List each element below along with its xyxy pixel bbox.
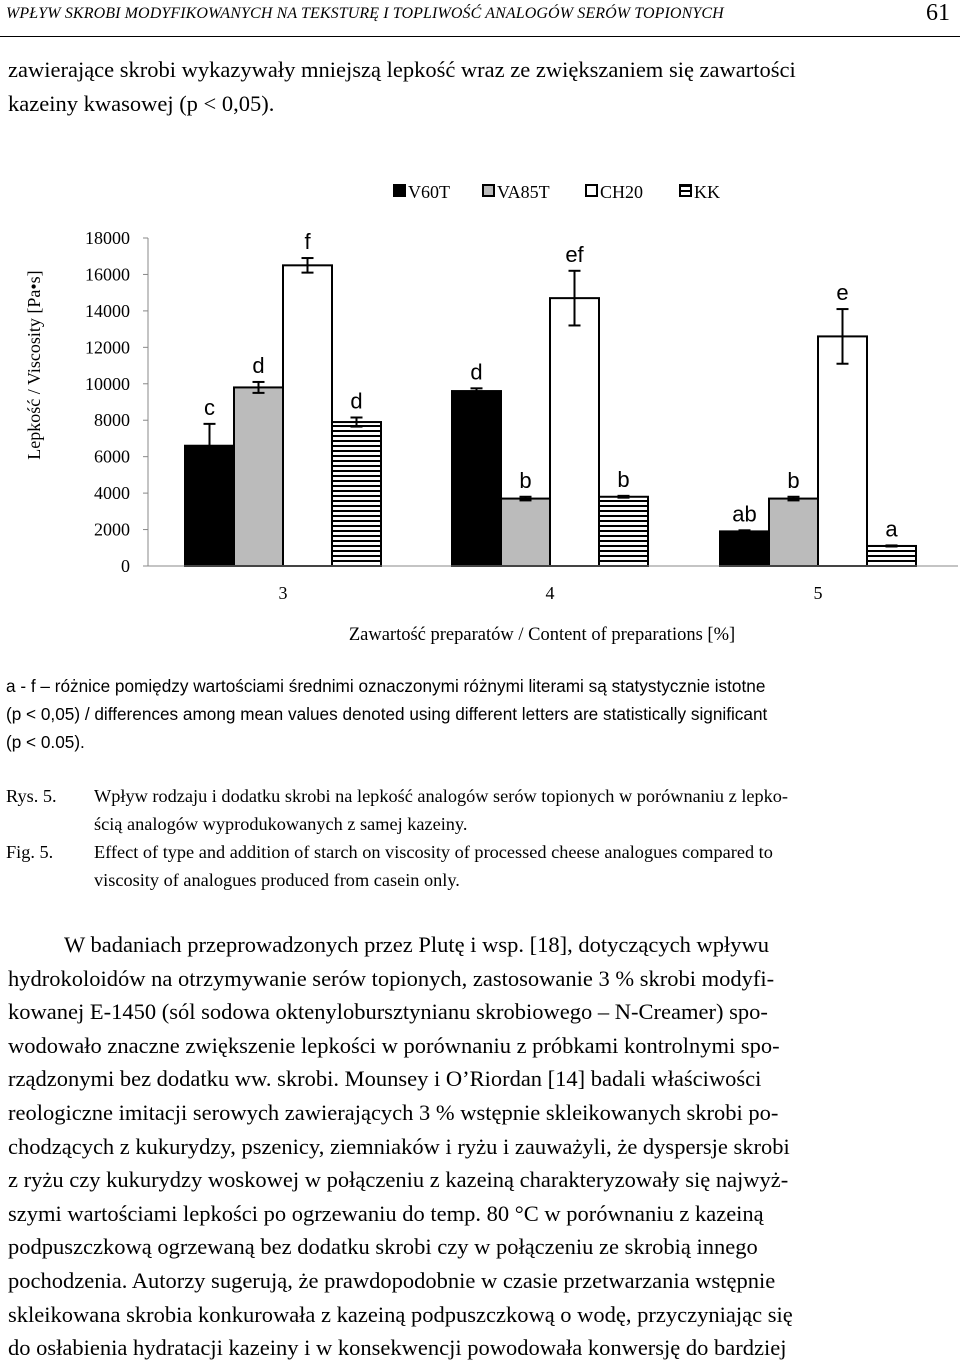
text-line: W badaniach przeprowadzonych przez Plutę i wsp. [18], dotyczących wpływu [64, 932, 769, 957]
text-line: skleikowana skrobia konkurowała z kazeiną podpuszczkową o wodę, przyczyniając się [8, 1301, 793, 1327]
bar-kk [332, 422, 381, 566]
note-line: a - f – różnice pomiędzy wartościami średnimi oznaczonymi różnymi literami są statystycznie istotne [6, 676, 766, 696]
text-line: rządzonymi bez dodatku ww. skrobi. Mounsey i O’Riordan [14] badali właściwości [8, 1066, 762, 1092]
legend-label: CH20 [600, 182, 644, 202]
x-axis [148, 566, 958, 603]
text-line: hydrokoloidów na otrzymywanie serów topionych, zastosowanie 3 % skrobi modyfi- [8, 965, 775, 991]
text-line: z ryżu czy kukurydzy woskowej w połączeniu z kazeiną charakteryzowały się najwyż- [8, 1167, 789, 1193]
text-line: wodowało znaczne zwiększenie lepkości w porównaniu z próbkami kontrolnymi spo- [8, 1032, 780, 1058]
viscosity-bar-chart [0, 0, 960, 660]
bar-kk [599, 497, 648, 566]
significance-letter: d [470, 359, 483, 385]
x-tick-label: 5 [813, 583, 823, 603]
caption-line: viscosity of analogues produced from casein only. [94, 870, 460, 890]
text-line: zawierające skrobi wykazywały mniejszą lepkość wraz ze zwiększaniem się zawartości [8, 57, 796, 82]
page-number: 61 [926, 0, 950, 26]
bar-va85t [501, 499, 550, 566]
bars-group [185, 229, 916, 566]
x-axis-label: Zawartość preparatów / Content of preparations [%] [348, 625, 736, 645]
y-tick-label: 4000 [94, 483, 130, 504]
y-axis-label: Lepkość / Viscosity [Pa•s] [24, 270, 44, 460]
legend-label: KK [694, 182, 720, 202]
significance-note [6, 672, 952, 756]
y-tick-label: 14000 [85, 300, 130, 321]
text-line: kazeiny kwasowej (p < 0,05). [8, 90, 275, 116]
text-line: podpuszczkową ogrzewaną bez dodatku skrobi czy w połączeniu ze skrobią innego [8, 1234, 758, 1260]
bar-ch20 [283, 265, 332, 566]
text-line: kowanej E-1450 (sól sodowa oktenylobursztynianu skrobiowego – N-Creamer) spo- [8, 999, 768, 1025]
legend-swatch-kk [680, 185, 691, 196]
legend-swatch-v60t [394, 185, 405, 196]
significance-letter: ab [732, 501, 757, 527]
significance-letter: e [836, 280, 849, 306]
y-tick-label: 2000 [94, 519, 130, 540]
significance-letter: a [885, 516, 898, 542]
significance-letter: d [252, 352, 265, 378]
bar-v60t [452, 391, 501, 566]
error-bar [886, 545, 898, 546]
bar-v60t [720, 531, 769, 566]
legend-swatch-va85t [483, 185, 494, 196]
text-line: pochodzenia. Autorzy sugerują, że prawdopodobnie w czasie przetwarzania wstępnie [8, 1267, 776, 1293]
y-tick-label: 12000 [85, 337, 130, 358]
y-axis [85, 228, 148, 576]
y-tick-label: 6000 [94, 446, 130, 467]
text-line: chodzących z kukurydzy, pszenicy, ziemniaków i ryżu i zauważyli, że dyspersje skrobi [8, 1133, 790, 1159]
error-bar [618, 496, 630, 498]
text-line: do osłabienia hydratacji kazeiny i w konsekwencji powodowała konwersję do bardziej [8, 1335, 787, 1361]
caption-line: Wpływ rodzaju i dodatku skrobi na lepkość analogów serów topionych w porównaniu z lepko- [94, 786, 789, 806]
caption-line: ścią analogów wyprodukowanych z samej kazeiny. [94, 814, 468, 834]
significance-letter: f [304, 229, 311, 255]
significance-letter: c [204, 394, 215, 420]
y-tick-label: 18000 [85, 228, 130, 248]
note-line: (p < 0.05). [6, 732, 85, 752]
y-tick-label: 8000 [94, 410, 130, 431]
y-tick-label: 16000 [85, 264, 130, 285]
significance-letter: d [350, 388, 363, 414]
running-title: WPŁYW SKROBI MODYFIKOWANYCH NA TEKSTURĘ I TOPLIWOŚĆ ANALOGÓW SERÓW TOPIONYCH [6, 5, 724, 22]
significance-letter: b [787, 467, 800, 493]
note-line: (p < 0,05) / differences among mean values denoted using different letters are statistically significant [6, 704, 768, 724]
chart-legend [394, 182, 720, 202]
caption-line: Effect of type and addition of starch on viscosity of processed cheese analogues compared to [94, 842, 773, 862]
x-tick-label: 4 [545, 583, 555, 603]
bar-ch20 [818, 336, 867, 566]
y-tick-label: 10000 [85, 373, 130, 394]
x-tick-label: 3 [278, 583, 288, 603]
caption-label: Rys. 5. [6, 786, 57, 806]
caption-label: Fig. 5. [6, 842, 54, 862]
significance-letter: b [617, 466, 630, 492]
bar-ch20 [550, 298, 599, 566]
bar-kk [867, 546, 916, 566]
legend-swatch-ch20 [586, 185, 597, 196]
text-line: reologiczne imitacji serowych zawierających 3 % wstępnie skleikowanych skrobi po- [8, 1099, 779, 1125]
body-paragraph [8, 928, 952, 1365]
significance-letter: ef [565, 241, 584, 267]
bar-va85t [769, 499, 818, 566]
y-tick-label: 0 [121, 556, 130, 576]
legend-label: V60T [408, 182, 450, 202]
text-line: szymi wartościami lepkości po ogrzewaniu do temp. 80 °C w porównaniu z kazeiną [8, 1200, 764, 1226]
bar-va85t [234, 387, 283, 566]
significance-letter: b [519, 467, 532, 493]
legend-label: VA85T [497, 182, 550, 202]
